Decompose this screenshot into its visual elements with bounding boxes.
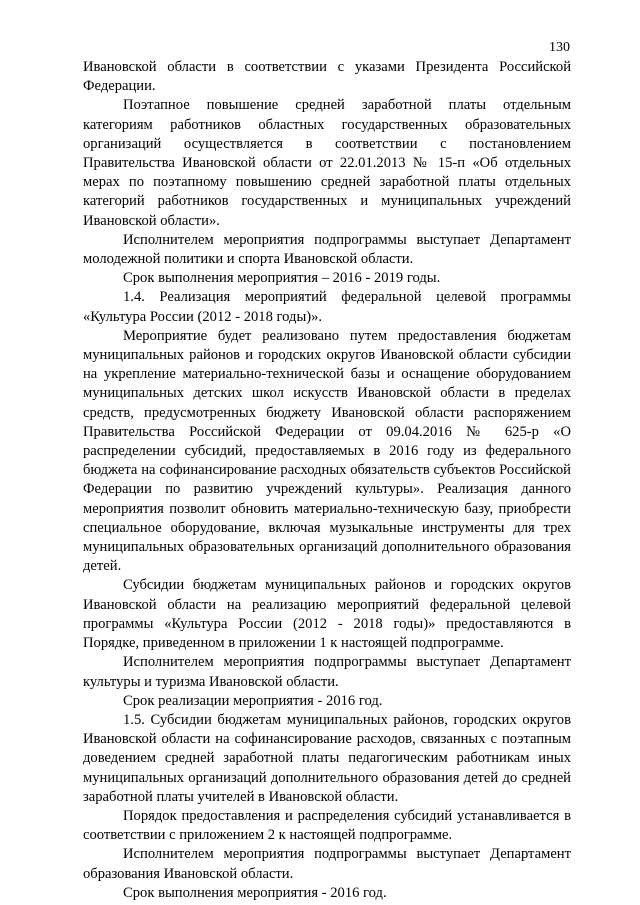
paragraph-executor-culture: Исполнителем мероприятия подпрограммы выступает Департамент культуры и туризма Ивановской области. — [83, 654, 571, 690]
section-heading-1-5: 1.5. Субсидии бюджетам муниципальных районов, городских округов Ивановской области на софинансирование расходов, связанных с поэтапным доведением средней заработной платы педагогическим работникам иных муниципальных организаций дополнительного образования детей до средней заработной платы учителей в Ивановской области. — [83, 711, 571, 805]
paragraph-term-2016-a: Срок реализации мероприятия - 2016 год. — [123, 692, 383, 709]
paragraph-salary-increase: Поэтапное повышение средней заработной платы отдельным категориям работников областных государственных образовательных организаций осуществляется в соответствии с постановлением Правительства Ивановской области от 22.01.2013 № 15-п «Об отдельных мерах по поэтапному повышению средней заработной платы отдельных категорий работников государственных и муниципальных учреждений Ивановской области». — [83, 97, 571, 229]
section-heading-1-4: 1.4. Реализация мероприятий федеральной целевой программы «Культура России (2012 - 2018 годы)». — [83, 289, 571, 325]
paragraph-distribution-order: Порядок предоставления и распределения субсидий устанавливается в соответствии с приложением 2 к настоящей подпрограмме. — [83, 807, 571, 844]
paragraph-executor-education: Исполнителем мероприятия подпрограммы выступает Департамент образования Ивановской области. — [83, 846, 571, 882]
paragraph-subsidy-order: Субсидии бюджетам муниципальных районов и городских округов Ивановской области на реализацию мероприятий федеральной целевой программы «Культура России (2012 - 2018 годы)» предоставляются в Порядке, приведенном в приложении 1 к настоящей подпрограмме. — [83, 577, 571, 652]
page-number: 130 — [549, 40, 570, 55]
paragraph-continuation: Ивановской области в соответствии с указами Президента Российской Федерации. — [83, 59, 571, 95]
body-text — [83, 58, 571, 903]
paragraph-culture-subsidy: Мероприятие будет реализовано путем предоставления бюджетам муниципальных районов и городских округов Ивановской области субсидии на укрепление материально-технической базы и оснащение оборудованием муниципальных детских школ искусств Ивановской области в пределах средств, предусмотренных бюджету Ивановской области распоряжением Правительства Российской Федерации от 09.04.2016 № 625-р «О распределении субсидий, предоставляемых в 2016 году из федерального бюджета на софинансирование расходных обязательств субъектов Российской Федерации по развитию учреждений культуры». Реализация данного мероприятия позволит обновить материально-техническую базу, приобрести специальное оборудование, включая музыкальные инструменты для трех муниципальных образовательных организаций дополнительного образования детей. — [83, 327, 571, 575]
paragraph-term-2016-b: Срок выполнения мероприятия - 2016 год. — [123, 884, 387, 901]
paragraph-executor-youth: Исполнителем мероприятия подпрограммы выступает Департамент молодежной политики и спорта Ивановской области. — [83, 231, 571, 268]
paragraph-term-2016-2019: Срок выполнения мероприятия – 2016 - 2019 годы. — [123, 270, 441, 287]
